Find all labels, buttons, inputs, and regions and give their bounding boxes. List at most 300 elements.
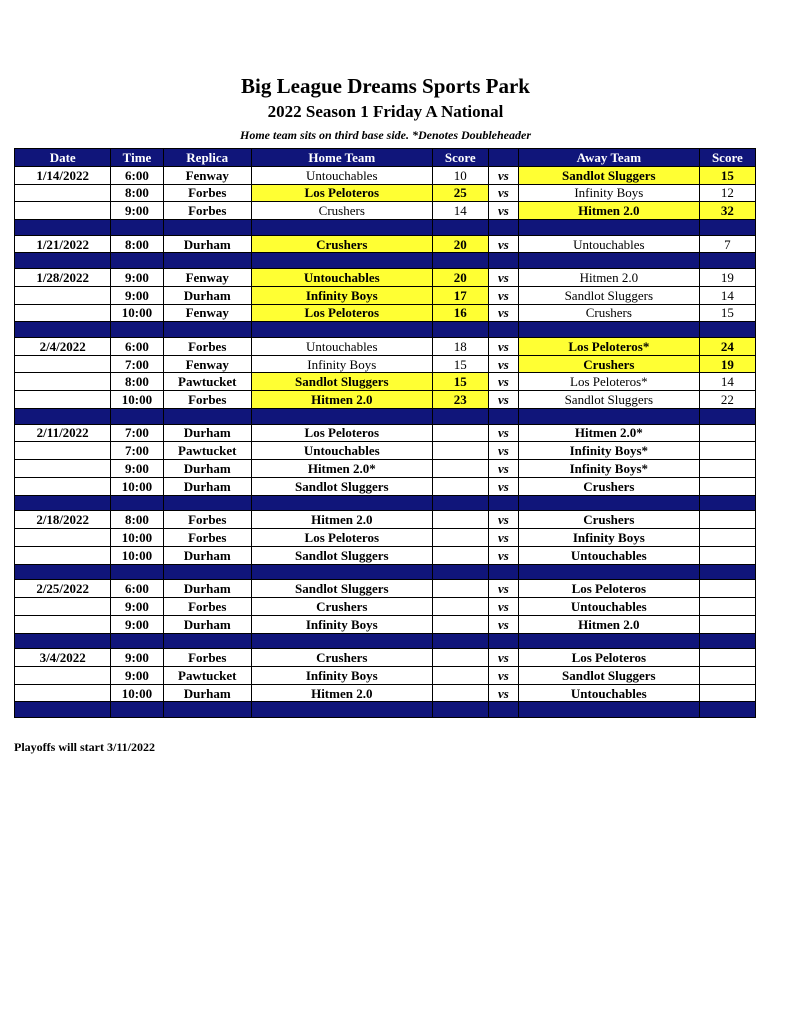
home-team: Untouchables bbox=[251, 442, 432, 460]
game-time: 9:00 bbox=[111, 666, 163, 684]
home-score bbox=[432, 529, 488, 547]
away-team: Infinity Boys bbox=[518, 184, 699, 202]
separator-cell bbox=[699, 633, 755, 649]
game-field: Fenway bbox=[163, 166, 251, 184]
game-row bbox=[15, 166, 756, 184]
week-separator bbox=[15, 253, 756, 269]
separator-cell bbox=[518, 409, 699, 425]
game-field: Durham bbox=[163, 477, 251, 495]
game-field: Forbes bbox=[163, 511, 251, 529]
game-row bbox=[15, 649, 756, 667]
game-date bbox=[15, 684, 111, 702]
vs-label: vs bbox=[488, 477, 518, 495]
separator-cell bbox=[432, 564, 488, 580]
away-score bbox=[699, 546, 755, 564]
away-team: Sandlot Sluggers bbox=[518, 391, 699, 409]
week-separator bbox=[15, 495, 756, 511]
home-score: 15 bbox=[432, 355, 488, 373]
separator-cell bbox=[518, 253, 699, 269]
game-field: Fenway bbox=[163, 355, 251, 373]
home-score: 10 bbox=[432, 166, 488, 184]
away-score bbox=[699, 477, 755, 495]
game-row bbox=[15, 460, 756, 478]
home-score: 25 bbox=[432, 184, 488, 202]
game-date bbox=[15, 615, 111, 633]
game-row bbox=[15, 615, 756, 633]
away-team: Untouchables bbox=[518, 546, 699, 564]
vs-label: vs bbox=[488, 580, 518, 598]
separator-cell bbox=[163, 409, 251, 425]
separator-cell bbox=[15, 495, 111, 511]
game-time: 10:00 bbox=[111, 684, 163, 702]
home-team: Infinity Boys bbox=[251, 355, 432, 373]
home-team: Los Peloteros bbox=[251, 184, 432, 202]
separator-cell bbox=[251, 495, 432, 511]
game-row bbox=[15, 373, 756, 391]
game-row bbox=[15, 529, 756, 547]
away-team: Untouchables bbox=[518, 235, 699, 253]
game-field: Durham bbox=[163, 460, 251, 478]
vs-label: vs bbox=[488, 615, 518, 633]
game-row bbox=[15, 202, 756, 220]
separator-cell bbox=[488, 495, 518, 511]
home-score bbox=[432, 666, 488, 684]
home-team: Infinity Boys bbox=[251, 615, 432, 633]
vs-label: vs bbox=[488, 355, 518, 373]
separator-cell bbox=[111, 633, 163, 649]
game-row bbox=[15, 391, 756, 409]
home-score: 20 bbox=[432, 235, 488, 253]
separator-cell bbox=[488, 322, 518, 338]
separator-cell bbox=[163, 564, 251, 580]
separator-cell bbox=[251, 220, 432, 236]
away-team: Sandlot Sluggers bbox=[518, 166, 699, 184]
separator-cell bbox=[251, 633, 432, 649]
home-score: 18 bbox=[432, 337, 488, 355]
game-field: Forbes bbox=[163, 337, 251, 355]
home-score: 15 bbox=[432, 373, 488, 391]
home-score bbox=[432, 511, 488, 529]
away-team: Crushers bbox=[518, 477, 699, 495]
away-team: Los Peloteros bbox=[518, 580, 699, 598]
vs-label: vs bbox=[488, 235, 518, 253]
game-date: 1/14/2022 bbox=[15, 166, 111, 184]
game-field: Durham bbox=[163, 286, 251, 304]
game-time: 9:00 bbox=[111, 460, 163, 478]
game-date bbox=[15, 304, 111, 322]
game-time: 10:00 bbox=[111, 546, 163, 564]
game-date bbox=[15, 355, 111, 373]
away-team: Infinity Boys* bbox=[518, 460, 699, 478]
home-team: Los Peloteros bbox=[251, 529, 432, 547]
separator-cell bbox=[111, 220, 163, 236]
vs-label: vs bbox=[488, 391, 518, 409]
home-team: Hitmen 2.0 bbox=[251, 391, 432, 409]
separator-cell bbox=[15, 633, 111, 649]
separator-cell bbox=[518, 564, 699, 580]
game-time: 9:00 bbox=[111, 268, 163, 286]
separator-cell bbox=[111, 253, 163, 269]
vs-label: vs bbox=[488, 684, 518, 702]
game-row bbox=[15, 580, 756, 598]
separator-cell bbox=[163, 220, 251, 236]
week-separator bbox=[15, 322, 756, 338]
home-team: Crushers bbox=[251, 597, 432, 615]
home-score bbox=[432, 684, 488, 702]
away-score: 7 bbox=[699, 235, 755, 253]
away-score: 19 bbox=[699, 268, 755, 286]
separator-cell bbox=[163, 253, 251, 269]
separator-cell bbox=[432, 633, 488, 649]
game-time: 6:00 bbox=[111, 580, 163, 598]
week-separator bbox=[15, 220, 756, 236]
game-time: 8:00 bbox=[111, 373, 163, 391]
home-score bbox=[432, 546, 488, 564]
away-team: Untouchables bbox=[518, 684, 699, 702]
game-field: Durham bbox=[163, 615, 251, 633]
away-score: 24 bbox=[699, 337, 755, 355]
separator-cell bbox=[488, 633, 518, 649]
game-date bbox=[15, 184, 111, 202]
separator-cell bbox=[432, 495, 488, 511]
vs-label: vs bbox=[488, 546, 518, 564]
game-row bbox=[15, 268, 756, 286]
game-field: Fenway bbox=[163, 304, 251, 322]
game-time: 9:00 bbox=[111, 649, 163, 667]
away-score: 14 bbox=[699, 286, 755, 304]
game-row bbox=[15, 286, 756, 304]
separator-cell bbox=[15, 220, 111, 236]
separator-cell bbox=[432, 220, 488, 236]
page-title: Big League Dreams Sports Park bbox=[241, 74, 530, 98]
separator-cell bbox=[432, 253, 488, 269]
vs-label: vs bbox=[488, 184, 518, 202]
vs-label: vs bbox=[488, 649, 518, 667]
vs-label: vs bbox=[488, 202, 518, 220]
separator-cell bbox=[251, 409, 432, 425]
away-score: 19 bbox=[699, 355, 755, 373]
separator-cell bbox=[488, 220, 518, 236]
game-row bbox=[15, 684, 756, 702]
separator-cell bbox=[251, 702, 432, 718]
vs-label: vs bbox=[488, 460, 518, 478]
game-date: 1/21/2022 bbox=[15, 235, 111, 253]
game-date bbox=[15, 546, 111, 564]
game-time: 9:00 bbox=[111, 597, 163, 615]
game-date bbox=[15, 391, 111, 409]
game-date: 2/25/2022 bbox=[15, 580, 111, 598]
away-score bbox=[699, 684, 755, 702]
away-team: Crushers bbox=[518, 511, 699, 529]
vs-label: vs bbox=[488, 666, 518, 684]
separator-cell bbox=[251, 322, 432, 338]
home-score: 14 bbox=[432, 202, 488, 220]
game-field: Pawtucket bbox=[163, 666, 251, 684]
away-team: Los Peloteros* bbox=[518, 337, 699, 355]
separator-cell bbox=[111, 564, 163, 580]
game-row bbox=[15, 424, 756, 442]
game-time: 8:00 bbox=[111, 511, 163, 529]
game-date bbox=[15, 477, 111, 495]
game-row bbox=[15, 337, 756, 355]
separator-cell bbox=[699, 495, 755, 511]
separator-cell bbox=[699, 220, 755, 236]
game-date bbox=[15, 373, 111, 391]
game-field: Pawtucket bbox=[163, 373, 251, 391]
home-team: Sandlot Sluggers bbox=[251, 546, 432, 564]
vs-label: vs bbox=[488, 304, 518, 322]
away-score bbox=[699, 615, 755, 633]
separator-cell bbox=[488, 409, 518, 425]
game-time: 9:00 bbox=[111, 286, 163, 304]
separator-cell bbox=[699, 564, 755, 580]
away-team: Los Peloteros bbox=[518, 649, 699, 667]
separator-cell bbox=[15, 253, 111, 269]
home-score bbox=[432, 649, 488, 667]
game-time: 6:00 bbox=[111, 337, 163, 355]
col-header-date: Date bbox=[15, 149, 111, 167]
separator-cell bbox=[163, 322, 251, 338]
away-team: Crushers bbox=[518, 355, 699, 373]
game-field: Durham bbox=[163, 580, 251, 598]
away-team: Hitmen 2.0 bbox=[518, 202, 699, 220]
separator-cell bbox=[432, 409, 488, 425]
col-header-away-team: Away Team bbox=[518, 149, 699, 167]
schedule-body bbox=[15, 166, 756, 717]
week-separator bbox=[15, 702, 756, 718]
separator-cell bbox=[699, 322, 755, 338]
game-row bbox=[15, 184, 756, 202]
separator-cell bbox=[699, 253, 755, 269]
game-time: 6:00 bbox=[111, 166, 163, 184]
game-time: 7:00 bbox=[111, 442, 163, 460]
separator-cell bbox=[699, 409, 755, 425]
col-header-home-team: Home Team bbox=[251, 149, 432, 167]
game-row bbox=[15, 597, 756, 615]
game-date: 2/11/2022 bbox=[15, 424, 111, 442]
playoffs-note: Playoffs will start 3/11/2022 bbox=[14, 740, 155, 754]
game-time: 10:00 bbox=[111, 304, 163, 322]
away-team: Hitmen 2.0* bbox=[518, 424, 699, 442]
separator-cell bbox=[432, 322, 488, 338]
separator-cell bbox=[488, 702, 518, 718]
home-team: Crushers bbox=[251, 649, 432, 667]
game-time: 9:00 bbox=[111, 202, 163, 220]
away-team: Untouchables bbox=[518, 597, 699, 615]
home-team: Untouchables bbox=[251, 166, 432, 184]
away-score bbox=[699, 666, 755, 684]
col-header-home-score: Score bbox=[432, 149, 488, 167]
away-score bbox=[699, 511, 755, 529]
away-team: Hitmen 2.0 bbox=[518, 268, 699, 286]
home-score bbox=[432, 477, 488, 495]
separator-cell bbox=[163, 702, 251, 718]
separator-cell bbox=[163, 495, 251, 511]
vs-label: vs bbox=[488, 337, 518, 355]
home-team: Sandlot Sluggers bbox=[251, 580, 432, 598]
schedule-table bbox=[14, 148, 756, 718]
game-row bbox=[15, 477, 756, 495]
away-score: 22 bbox=[699, 391, 755, 409]
away-score: 15 bbox=[699, 304, 755, 322]
separator-cell bbox=[251, 253, 432, 269]
week-separator bbox=[15, 409, 756, 425]
game-field: Forbes bbox=[163, 391, 251, 409]
game-time: 8:00 bbox=[111, 235, 163, 253]
home-team: Hitmen 2.0* bbox=[251, 460, 432, 478]
home-score bbox=[432, 580, 488, 598]
away-score: 12 bbox=[699, 184, 755, 202]
vs-label: vs bbox=[488, 424, 518, 442]
game-row bbox=[15, 235, 756, 253]
separator-cell bbox=[488, 253, 518, 269]
game-field: Durham bbox=[163, 424, 251, 442]
week-separator bbox=[15, 564, 756, 580]
col-header-away-score: Score bbox=[699, 149, 755, 167]
separator-cell bbox=[15, 322, 111, 338]
game-field: Forbes bbox=[163, 529, 251, 547]
away-score bbox=[699, 424, 755, 442]
game-date bbox=[15, 202, 111, 220]
game-field: Forbes bbox=[163, 597, 251, 615]
home-score: 17 bbox=[432, 286, 488, 304]
away-team: Infinity Boys* bbox=[518, 442, 699, 460]
game-time: 7:00 bbox=[111, 424, 163, 442]
week-separator bbox=[15, 633, 756, 649]
home-score bbox=[432, 460, 488, 478]
home-team: Infinity Boys bbox=[251, 286, 432, 304]
separator-cell bbox=[15, 702, 111, 718]
away-score bbox=[699, 597, 755, 615]
home-score bbox=[432, 597, 488, 615]
separator-cell bbox=[518, 633, 699, 649]
separator-cell bbox=[518, 322, 699, 338]
home-team: Crushers bbox=[251, 202, 432, 220]
home-team: Untouchables bbox=[251, 337, 432, 355]
game-date: 3/4/2022 bbox=[15, 649, 111, 667]
home-score bbox=[432, 442, 488, 460]
home-team: Untouchables bbox=[251, 268, 432, 286]
home-score: 23 bbox=[432, 391, 488, 409]
game-field: Pawtucket bbox=[163, 442, 251, 460]
separator-cell bbox=[15, 409, 111, 425]
home-team: Sandlot Sluggers bbox=[251, 477, 432, 495]
game-time: 9:00 bbox=[111, 615, 163, 633]
away-score: 15 bbox=[699, 166, 755, 184]
home-score bbox=[432, 615, 488, 633]
game-time: 10:00 bbox=[111, 391, 163, 409]
game-row bbox=[15, 511, 756, 529]
separator-cell bbox=[163, 633, 251, 649]
away-score bbox=[699, 460, 755, 478]
vs-label: vs bbox=[488, 597, 518, 615]
header-row bbox=[15, 149, 756, 167]
game-row bbox=[15, 442, 756, 460]
away-score: 14 bbox=[699, 373, 755, 391]
game-time: 8:00 bbox=[111, 184, 163, 202]
game-date bbox=[15, 666, 111, 684]
separator-cell bbox=[111, 322, 163, 338]
away-team: Sandlot Sluggers bbox=[518, 666, 699, 684]
home-team: Sandlot Sluggers bbox=[251, 373, 432, 391]
game-date: 2/18/2022 bbox=[15, 511, 111, 529]
home-score: 20 bbox=[432, 268, 488, 286]
away-team: Infinity Boys bbox=[518, 529, 699, 547]
game-field: Durham bbox=[163, 546, 251, 564]
separator-cell bbox=[699, 702, 755, 718]
away-score bbox=[699, 580, 755, 598]
vs-label: vs bbox=[488, 511, 518, 529]
separator-cell bbox=[518, 495, 699, 511]
away-team: Crushers bbox=[518, 304, 699, 322]
away-score bbox=[699, 529, 755, 547]
home-team: Los Peloteros bbox=[251, 424, 432, 442]
game-time: 10:00 bbox=[111, 529, 163, 547]
away-team: Sandlot Sluggers bbox=[518, 286, 699, 304]
game-date bbox=[15, 442, 111, 460]
game-date: 1/28/2022 bbox=[15, 268, 111, 286]
vs-label: vs bbox=[488, 268, 518, 286]
game-time: 10:00 bbox=[111, 477, 163, 495]
game-row bbox=[15, 304, 756, 322]
home-score bbox=[432, 424, 488, 442]
separator-cell bbox=[518, 702, 699, 718]
separator-cell bbox=[432, 702, 488, 718]
game-time: 7:00 bbox=[111, 355, 163, 373]
away-score bbox=[699, 649, 755, 667]
game-date bbox=[15, 597, 111, 615]
home-team: Hitmen 2.0 bbox=[251, 684, 432, 702]
game-date bbox=[15, 460, 111, 478]
home-team: Infinity Boys bbox=[251, 666, 432, 684]
game-field: Durham bbox=[163, 684, 251, 702]
home-score: 16 bbox=[432, 304, 488, 322]
away-score bbox=[699, 442, 755, 460]
away-team: Los Peloteros* bbox=[518, 373, 699, 391]
away-score: 32 bbox=[699, 202, 755, 220]
game-field: Durham bbox=[163, 235, 251, 253]
game-field: Forbes bbox=[163, 184, 251, 202]
col-header-time: Time bbox=[111, 149, 163, 167]
game-row bbox=[15, 355, 756, 373]
separator-cell bbox=[251, 564, 432, 580]
game-date: 2/4/2022 bbox=[15, 337, 111, 355]
page-subtitle: 2022 Season 1 Friday A National bbox=[267, 102, 504, 121]
separator-cell bbox=[15, 564, 111, 580]
game-row bbox=[15, 666, 756, 684]
col-header-vs bbox=[488, 149, 518, 167]
separator-cell bbox=[111, 409, 163, 425]
vs-label: vs bbox=[488, 373, 518, 391]
game-date bbox=[15, 529, 111, 547]
vs-label: vs bbox=[488, 529, 518, 547]
game-field: Forbes bbox=[163, 649, 251, 667]
away-team: Hitmen 2.0 bbox=[518, 615, 699, 633]
home-team: Hitmen 2.0 bbox=[251, 511, 432, 529]
game-row bbox=[15, 546, 756, 564]
home-team: Crushers bbox=[251, 235, 432, 253]
separator-cell bbox=[518, 220, 699, 236]
separator-cell bbox=[111, 702, 163, 718]
separator-cell bbox=[111, 495, 163, 511]
rules-note: Home team sits on third base side. *Denotes Doubleheader bbox=[240, 128, 531, 142]
vs-label: vs bbox=[488, 286, 518, 304]
home-team: Los Peloteros bbox=[251, 304, 432, 322]
game-field: Forbes bbox=[163, 202, 251, 220]
game-date bbox=[15, 286, 111, 304]
vs-label: vs bbox=[488, 166, 518, 184]
game-field: Fenway bbox=[163, 268, 251, 286]
